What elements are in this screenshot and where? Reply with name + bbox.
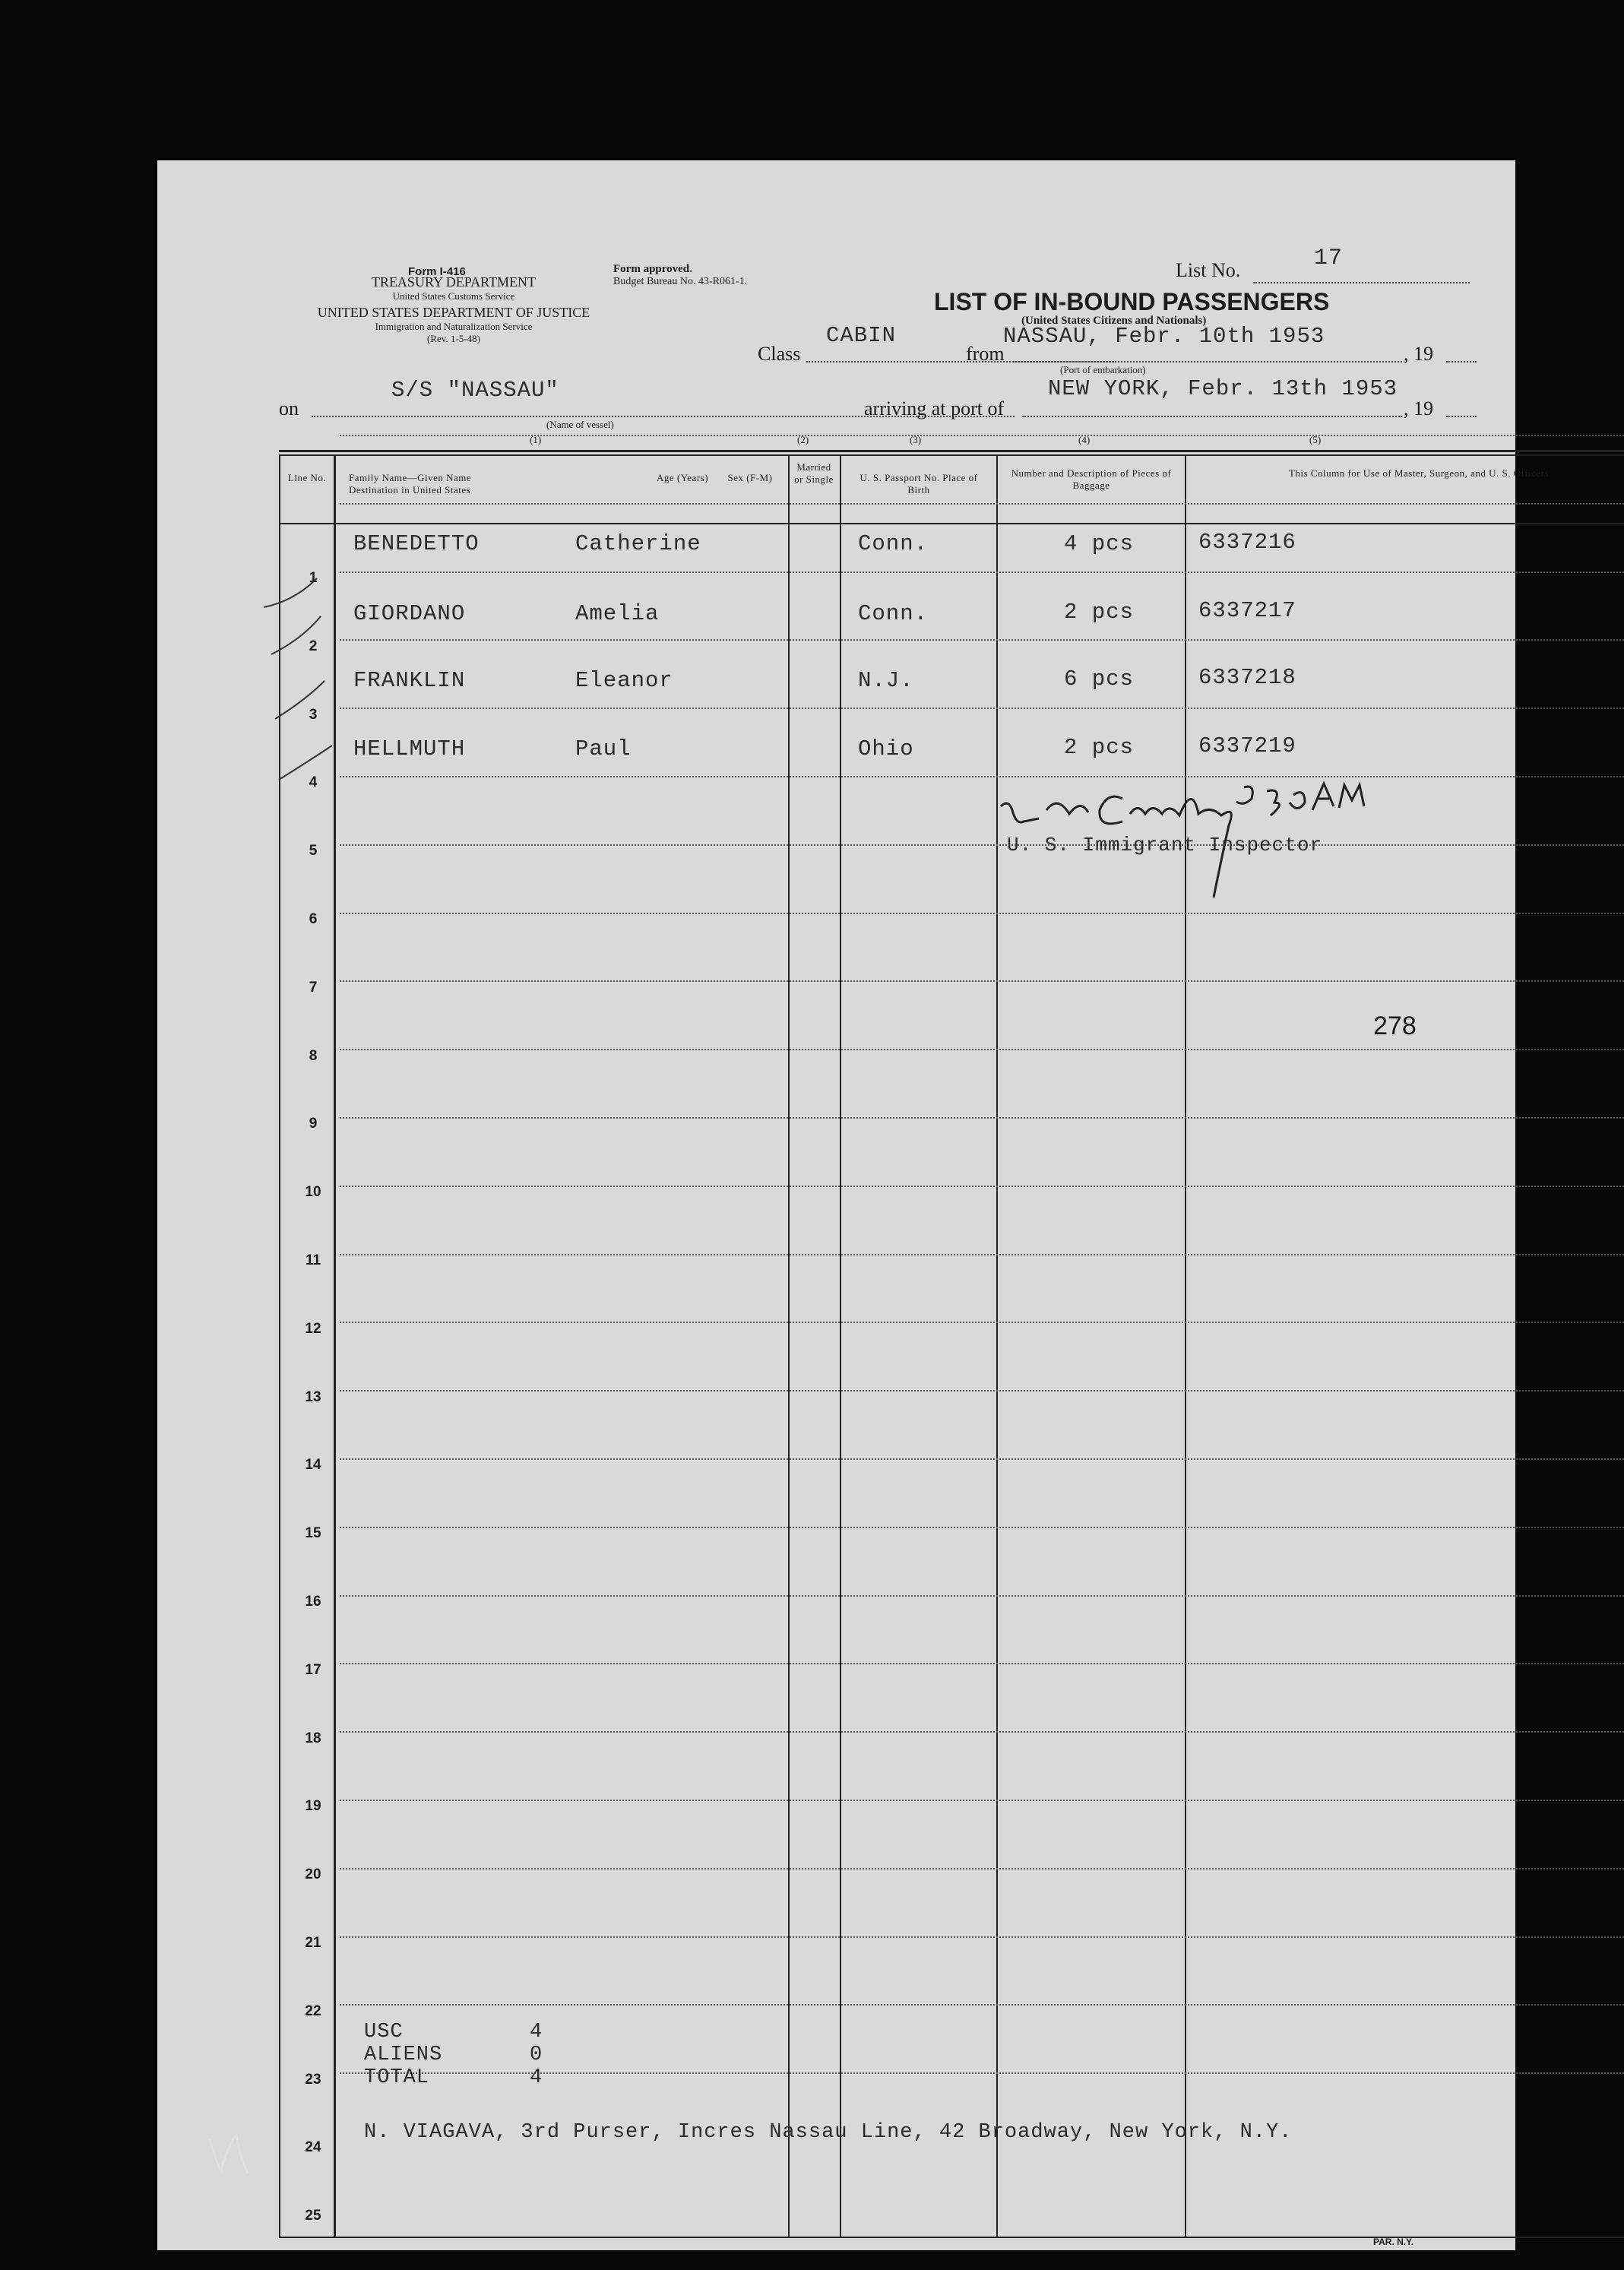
arriving-label: arriving at port of [864, 397, 1005, 419]
line-number: 16 [305, 1594, 321, 1610]
line-number: 24 [305, 2139, 321, 2155]
col-num-2: (2) [797, 434, 809, 445]
on-label: on [279, 397, 299, 419]
col-header-name-2: Destination in United States [349, 484, 471, 495]
given-name: Eleanor [575, 668, 673, 693]
line-number: 25 [305, 2208, 321, 2224]
col-num-3: (3) [910, 434, 922, 445]
check-marks [264, 571, 370, 829]
totals-aliens-value: 0 [530, 2044, 543, 2066]
row-line [340, 1186, 1624, 1187]
row-line [340, 913, 1624, 914]
record-number: 6337218 [1198, 665, 1296, 690]
totals-aliens-label: ALIENS [364, 2044, 443, 2066]
row-line [340, 1800, 1624, 1801]
baggage: 4 pcs [1064, 531, 1135, 556]
form-title: LIST OF IN-BOUND PASSENGERS [934, 288, 1330, 315]
revision-label: (Rev. 1-5-48) [427, 333, 480, 344]
place-of-birth: Conn. [858, 531, 929, 556]
line-number: 18 [305, 1730, 321, 1746]
embarkation-caption: (Port of embarkation) [1060, 364, 1146, 375]
stamp-number: 278 [1373, 1012, 1417, 1040]
row-line [340, 776, 1624, 777]
from-value: NASSAU, Febr. 10th 1953 [1003, 324, 1325, 349]
from-label: from [966, 343, 1005, 365]
row-line [340, 1731, 1624, 1733]
line-number: 9 [309, 1116, 318, 1132]
year-suffix: , 19 [1404, 343, 1433, 365]
row-line [340, 1936, 1624, 1938]
record-number: 6337216 [1198, 530, 1296, 555]
form-approved: Form approved. [613, 263, 692, 275]
line-number: 21 [305, 1935, 321, 1951]
baggage: 2 pcs [1064, 735, 1135, 760]
col-header-baggage: Number and Description of Pieces of Baggage [1011, 467, 1172, 491]
printer-mark: PAR. N.Y. [1373, 2237, 1414, 2247]
margin-mark [202, 2128, 263, 2181]
inspector-title: U. S. Immigrant Inspector [1007, 834, 1323, 856]
vessel-caption: (Name of vessel) [546, 419, 614, 430]
list-no-label: List No. [1176, 259, 1241, 281]
line-number: 19 [305, 1798, 321, 1814]
totals-total-label: TOTAL [364, 2066, 430, 2089]
class-value: CABIN [826, 323, 897, 348]
line-number: 17 [305, 1662, 321, 1678]
row-line [340, 503, 1624, 505]
col-header-age: Age (Years) [656, 472, 709, 483]
row-line [340, 708, 1624, 709]
arrival-value: NEW YORK, Febr. 13th 1953 [1048, 376, 1398, 401]
family-name: GIORDANO [353, 601, 466, 626]
line-number: 1 [309, 570, 318, 586]
col-header-name-1: Family Name—Given Name [349, 472, 472, 483]
row-line [340, 639, 1624, 641]
row-line [340, 571, 1624, 573]
line-number: 12 [305, 1321, 321, 1337]
year-suffix-2: , 19 [1404, 397, 1433, 419]
row-line [340, 1458, 1624, 1460]
line-number: 3 [309, 707, 318, 723]
col-num-4: (4) [1078, 434, 1091, 445]
col-header-sex: Sex (F-M) [727, 472, 773, 483]
family-name: FRANKLIN [353, 668, 466, 693]
form-number: Form I-416 [408, 265, 466, 278]
place-of-birth: N.J. [858, 668, 914, 693]
row-line [340, 844, 1624, 846]
col-num-5: (5) [1309, 434, 1322, 445]
line-number: 13 [305, 1389, 321, 1405]
row-line [340, 1595, 1624, 1597]
place-of-birth: Conn. [858, 601, 929, 626]
line-number: 20 [305, 1866, 321, 1882]
customs-label: United States Customs Service [392, 290, 515, 302]
form-subtitle: (United States Citizens and Nationals) [1021, 315, 1207, 327]
line-number: 22 [305, 2003, 321, 2019]
class-label: Class [758, 343, 801, 365]
line-number: 15 [305, 1525, 321, 1541]
ins-label: Immigration and Naturalization Service [375, 321, 533, 332]
row-line [340, 980, 1624, 982]
totals-usc-label: USC [364, 2021, 404, 2044]
family-name: BENEDETTO [353, 531, 480, 556]
row-line [340, 1049, 1624, 1050]
purser-line: N. VIAGAVA, 3rd Purser, Incres Nassau Line, 42 Broadway, New York, N.Y. [364, 2121, 1293, 2144]
justice-label: UNITED STATES DEPARTMENT OF JUSTICE [317, 305, 590, 320]
baggage: 6 pcs [1064, 666, 1135, 692]
col-header-married: Married or Single [794, 461, 834, 485]
record-number: 6337219 [1198, 733, 1296, 758]
row-line [340, 1663, 1624, 1664]
treasury-label: TREASURY DEPARTMENT [371, 274, 537, 290]
budget-bureau: Budget Bureau No. 43-R061-1. [613, 276, 748, 287]
list-no-value: 17 [1314, 245, 1344, 271]
line-number: 4 [309, 774, 318, 790]
vessel-name: S/S "NASSAU" [391, 378, 559, 403]
line-number: 11 [305, 1252, 321, 1268]
baggage: 2 pcs [1064, 600, 1135, 625]
row-line [340, 435, 1624, 436]
line-number: 5 [309, 843, 318, 859]
family-name: HELLMUTH [353, 736, 466, 761]
line-number: 7 [309, 980, 318, 996]
row-line [340, 1254, 1624, 1255]
totals-usc-value: 4 [530, 2021, 543, 2044]
line-number: 23 [305, 2072, 321, 2088]
record-number: 6337217 [1198, 598, 1296, 623]
line-number: 14 [305, 1457, 321, 1473]
line-number: 6 [309, 911, 318, 927]
given-name: Amelia [575, 601, 660, 626]
col-num-1: (1) [530, 434, 542, 445]
col-header-passport: U. S. Passport No. Place of Birth [859, 472, 978, 495]
col-header-officers: This Column for Use of Master, Surgeon, and U. S. Officers [1288, 467, 1550, 479]
row-line [340, 1527, 1624, 1528]
row-line [340, 1868, 1624, 1870]
col-header-line-no: Line No. [287, 472, 327, 483]
row-line [340, 1117, 1624, 1119]
row-line [340, 1322, 1624, 1323]
given-name: Catherine [575, 531, 701, 556]
line-number: 8 [309, 1048, 318, 1064]
row-line [340, 1390, 1624, 1391]
line-number: 2 [309, 638, 318, 654]
line-number: 10 [305, 1184, 321, 1200]
totals-total-value: 4 [530, 2066, 543, 2089]
row-line [340, 2004, 1624, 2006]
given-name: Paul [575, 736, 632, 761]
form-sheet [157, 160, 1550, 2250]
place-of-birth: Ohio [858, 736, 914, 761]
